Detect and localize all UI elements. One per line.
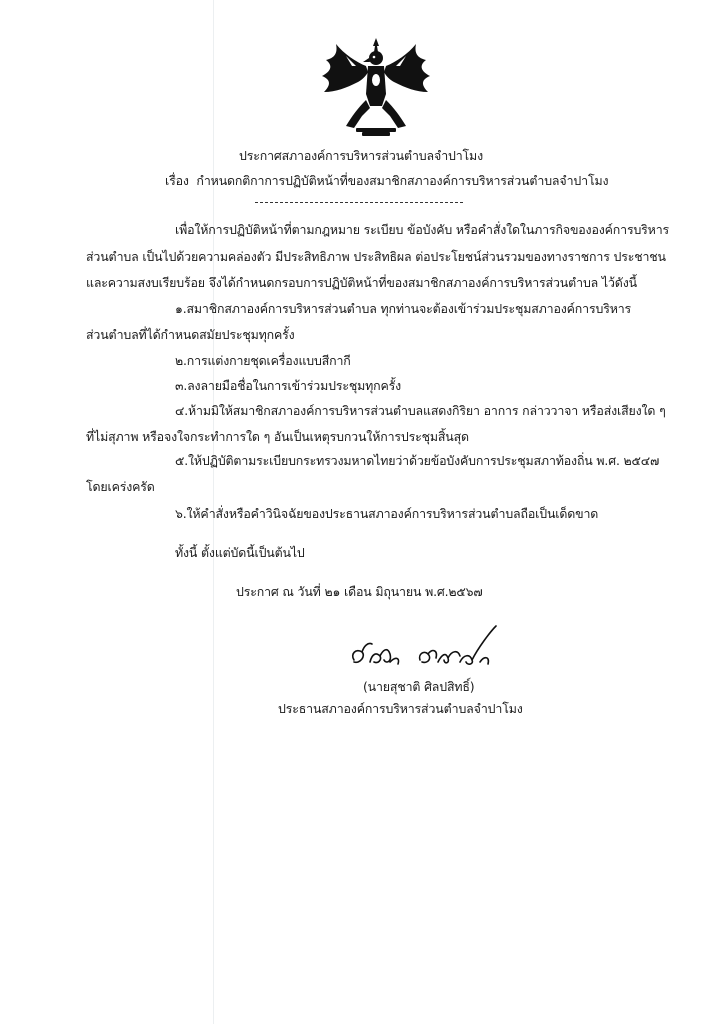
intro-line-2: ส่วนตำบล เป็นไปด้วยความคล่องตัว มีประสิทธิภาพ ประสิทธิผล ต่อประโยชน์ส่วนรวมของทางราชการ ประชาชน [86,249,666,264]
document-title: ประกาศสภาองค์การบริหารส่วนตำบลจำปาโมง [239,148,483,163]
item-4-line-2: ที่ไม่สุภาพ หรือจงใจกระทำการใด ๆ อันเป็นเหตุรบกวนให้การประชุมสิ้นสุด [86,429,469,444]
effective-clause: ทั้งนี้ ตั้งแต่บัดนี้เป็นต้นไป [175,545,305,560]
item-5-line-2: โดยเคร่งครัด [86,479,155,494]
garuda-emblem-icon [316,36,436,140]
signer-name: (นายสุชาติ ศิลปสิทธิ์) [363,679,475,694]
subject-line [165,173,608,189]
item-6: ๖.ให้คำสั่งหรือคำวินิจฉัยของประธานสภาองค์การบริหารส่วนตำบลถือเป็นเด็ดขาด [175,506,599,521]
signer-position: ประธานสภาองค์การบริหารส่วนตำบลจำปาโมง [278,701,523,716]
announcement-date: ประกาศ ณ วันที่ ๒๑ เดือน มิถุนายน พ.ศ.๒๕๖๗ [236,584,483,599]
subject-label: เรื่อง [165,173,189,188]
item-4-line-1: ๔.ห้ามมิให้สมาชิกสภาองค์การบริหารส่วนตำบลแสดงกิริยา อาการ กล่าววาจา หรือส่งเสียงใด ๆ [175,403,666,418]
title-divider [255,202,463,203]
subject-text: กำหนดกติกาการปฏิบัติหน้าที่ของสมาชิกสภาองค์การบริหารส่วนตำบลจำปาโมง [196,173,609,188]
intro-line-1: เพื่อให้การปฏิบัติหน้าที่ตามกฎหมาย ระเบียบ ข้อบังคับ หรือคำสั่งใดในภารกิจขององค์การบริหาร [175,222,670,237]
item-2: ๒.การแต่งกายชุดเครื่องแบบสีกากี [175,353,351,368]
item-5-line-1: ๕.ให้ปฏิบัติตามระเบียบกระทรวงมหาดไทยว่าด้วยข้อบังคับการประชุมสภาท้องถิ่น พ.ศ. ๒๕๔๗ [175,453,660,468]
intro-line-3: และความสงบเรียบร้อย จึงได้กำหนดกรอบการปฏิบัติหน้าที่ของสมาชิกสภาองค์การบริหารส่วนตำบล ไว้ดังนี้ [86,275,637,290]
item-3: ๓.ลงลายมือชื่อในการเข้าร่วมประชุมทุกครั้ง [175,378,402,393]
item-1-line-1: ๑.สมาชิกสภาองค์การบริหารส่วนตำบล ทุกท่านจะต้องเข้าร่วมประชุมสภาองค์การบริหาร [175,301,632,316]
item-1-line-2: ส่วนตำบลที่ได้กำหนดสมัยประชุมทุกครั้ง [86,327,295,342]
handwritten-signature [340,618,520,678]
